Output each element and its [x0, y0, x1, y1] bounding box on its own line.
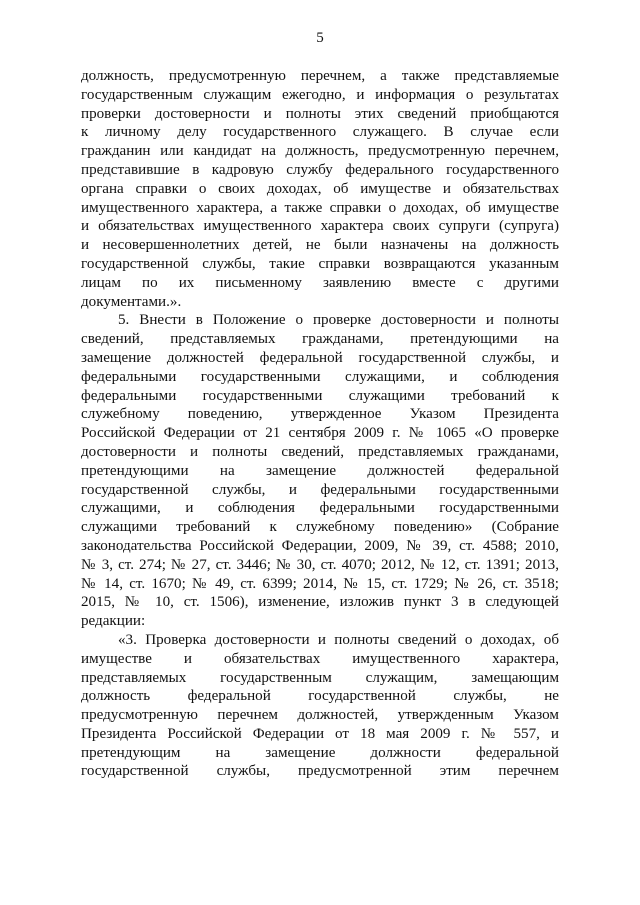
paragraph-item-3-quote: [81, 631, 559, 781]
text-line: Президента Российской Федерации от 18 мая 2009 г. № 557, и: [81, 725, 559, 742]
text-line: предусмотренную перечнем должностей, утвержденным Указом: [81, 707, 559, 724]
text-line: представляемых государственным служащим, замещающим: [81, 669, 559, 686]
text-line: законодательства Российской Федерации, 2009, № 39, ст. 4588; 2010,: [81, 537, 559, 554]
paragraph-continuation: [81, 67, 559, 311]
text-line: и несовершеннолетних детей, не были назначены на должность: [81, 237, 559, 254]
text-line: 2015, № 10, ст. 1506), изменение, изложив пункт 3 в следующей: [81, 594, 559, 611]
text-line: государственным служащим ежегодно, и информация о результатах: [81, 86, 559, 103]
text-line: документами.».: [81, 293, 182, 310]
text-line: достоверности и полноты сведений, представляемых гражданами,: [81, 443, 559, 460]
document-body: [81, 67, 559, 781]
text-line: Российской Федерации от 21 сентября 2009 г. № 1065 «О проверке: [81, 425, 559, 442]
text-line: имуществе и обязательствах имущественного характера,: [81, 650, 559, 667]
text-line: государственной службы, предусмотренной этим перечнем: [81, 763, 559, 780]
text-line: федеральными государственными служащими требований к: [81, 387, 559, 404]
text-line: гражданин или кандидат на должность, предусмотренную перечнем,: [81, 143, 559, 160]
text-line: должность федеральной государственной службы, не: [81, 688, 559, 705]
text-line: к личному делу государственного служащего. В случае если: [81, 124, 559, 141]
text-line: федеральными государственными служащими, и соблюдения: [81, 368, 559, 385]
text-line: сведений, представляемых гражданами, претендующими на: [81, 331, 559, 348]
text-line: и обязательствах имущественного характера своих супруги (супруга): [81, 218, 559, 235]
text-line: служащими требований к служебному поведению» (Собрание: [81, 519, 559, 536]
text-line: представившие в кадровую службу федерального государственного: [81, 161, 559, 178]
text-line: редакции:: [81, 613, 146, 630]
text-line: имущественного характера, а также справки о доходах, об имуществе: [81, 199, 559, 216]
text-line: «3. Проверка достоверности и полноты сведений о доходах, об: [118, 631, 559, 648]
text-line: служебному поведению, утвержденное Указом Президента: [81, 406, 559, 423]
text-line: органа справки о своих доходах, об имуществе и обязательствах: [81, 180, 559, 197]
text-line: служащими, и соблюдения федеральными государственными: [81, 500, 559, 517]
text-line: претендующим на замещение должности федеральной: [81, 744, 559, 761]
text-line: № 3, ст. 274; № 27, ст. 3446; № 30, ст. 4070; 2012, № 12, ст. 1391; 2013,: [81, 556, 559, 573]
text-line: государственной службы, и федеральными государственными: [81, 481, 559, 498]
text-line: 5. Внести в Положение о проверке достоверности и полноты: [118, 312, 559, 329]
text-line: замещение должностей федеральной государственной службы, и: [81, 349, 559, 366]
text-line: № 14, ст. 1670; № 49, ст. 6399; 2014, № 15, ст. 1729; № 26, ст. 3518;: [81, 575, 559, 592]
paragraph-item-5: [81, 311, 559, 631]
text-line: лицам по их письменному заявлению вместе с другими: [81, 274, 559, 291]
text-line: государственной службы, такие справки возвращаются указанным: [81, 255, 559, 272]
page-number: 5: [316, 30, 324, 46]
text-line: должность, предусмотренную перечнем, а также представляемые: [81, 68, 559, 84]
text-line: проверки достоверности и полноты этих сведений приобщаются: [81, 105, 559, 122]
text-line: претендующими на замещение должностей федеральной: [81, 462, 559, 479]
